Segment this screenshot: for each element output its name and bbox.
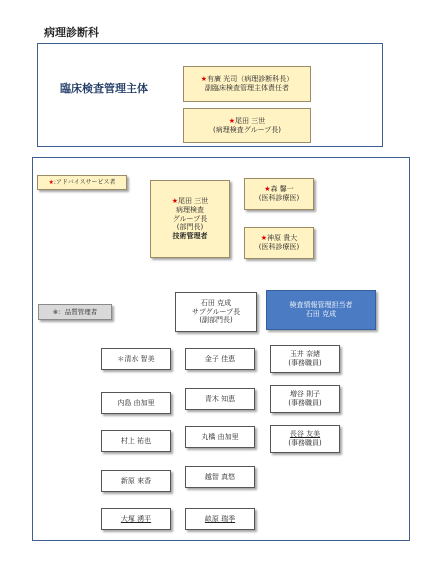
mori-name: 森 馨一: [270, 185, 294, 194]
staff-uchishima: [101, 392, 171, 414]
deputy-manager-box: [183, 66, 311, 102]
oda-name: 尾田 三世: [178, 197, 209, 206]
deputy-name: 有廣 光司（病理診断科長）: [207, 75, 294, 84]
quality-legend-text: ※：品質管理者: [52, 307, 98, 316]
group-head-box: [183, 108, 311, 143]
staff-kaneko: [185, 348, 255, 370]
kanbara-box: [244, 227, 314, 259]
star-icon: ★: [260, 234, 268, 243]
ishida-line1: サブグループ長: [191, 307, 241, 316]
staff-name: 金子 佳恵: [204, 354, 236, 363]
office-name: 増谷 則子: [289, 390, 321, 399]
oda-line1: 病理検査: [176, 205, 204, 214]
staff-shimizu: [101, 348, 171, 370]
staff-name: 内島 由加里: [117, 398, 155, 407]
star-icon: ★: [48, 178, 54, 186]
info-manager-line1: 検査情報管理担当者: [289, 301, 353, 310]
star-icon: ★: [200, 75, 208, 84]
staff-aoki: [185, 388, 255, 410]
mori-box: [244, 178, 314, 210]
info-manager-box: [266, 290, 376, 330]
staff-name: 青木 知恵: [204, 394, 236, 403]
office-role: (事務職員): [288, 399, 322, 407]
page-title: 病理診断科: [44, 26, 99, 39]
oda-line4: 技術管理者: [172, 232, 208, 241]
staff-ohtsuka: [101, 508, 171, 530]
staff-name: 越智 真悠: [204, 472, 236, 481]
staff-nukuhara: [185, 508, 255, 530]
oda-leader-box: [150, 180, 230, 258]
staff-ochi: [185, 466, 255, 488]
oda-line2: グループ長: [172, 214, 208, 223]
staff-name: 村上 祐也: [120, 436, 152, 445]
staff-name: 大塚 湧平: [120, 514, 152, 523]
office-masuya: [270, 385, 340, 413]
info-manager-line2: 石田 克成: [305, 310, 337, 318]
staff-name: 畝原 瑞季: [204, 514, 236, 523]
deputy-role: 副臨床検査管理主体責任者: [205, 84, 289, 92]
staff-name: ＊清水 智美: [117, 354, 155, 363]
star-icon: ★: [264, 185, 271, 194]
office-name: 長谷 友美: [289, 430, 321, 439]
mori-role: (医科診療医): [258, 194, 300, 202]
staff-maruhashi: [185, 426, 255, 448]
org-label: 臨床検査管理主体: [60, 82, 148, 95]
group-head-role: (病理検査グループ長): [213, 125, 281, 134]
staff-name: 丸橋 由加里: [201, 432, 239, 441]
ishida-name: 石田 克成: [200, 298, 232, 307]
kanbara-role: (医科診療医): [258, 243, 300, 251]
quality-legend: [38, 304, 112, 320]
office-role: (事務職員): [288, 359, 322, 367]
star-icon: ★: [171, 197, 179, 206]
kanbara-name: 神原 貴大: [267, 234, 298, 243]
office-role: (事務職員): [288, 439, 322, 447]
group-head-name: 尾田 三世: [235, 116, 266, 125]
staff-niihara: [101, 470, 171, 492]
advisory-legend: [37, 175, 127, 190]
office-osatani: [270, 425, 340, 453]
ishida-box: [175, 292, 257, 332]
office-name: 玉井 奈緒: [289, 350, 321, 359]
star-icon: ★: [228, 116, 236, 125]
staff-name: 新原 來香: [120, 476, 152, 485]
advisory-legend-text: :アドバイスサービス者: [53, 178, 116, 186]
office-tamai: [270, 345, 340, 373]
staff-murakami: [101, 430, 171, 452]
oda-line3: (部門長): [176, 223, 204, 232]
ishida-line2: (副部門長): [199, 316, 233, 325]
